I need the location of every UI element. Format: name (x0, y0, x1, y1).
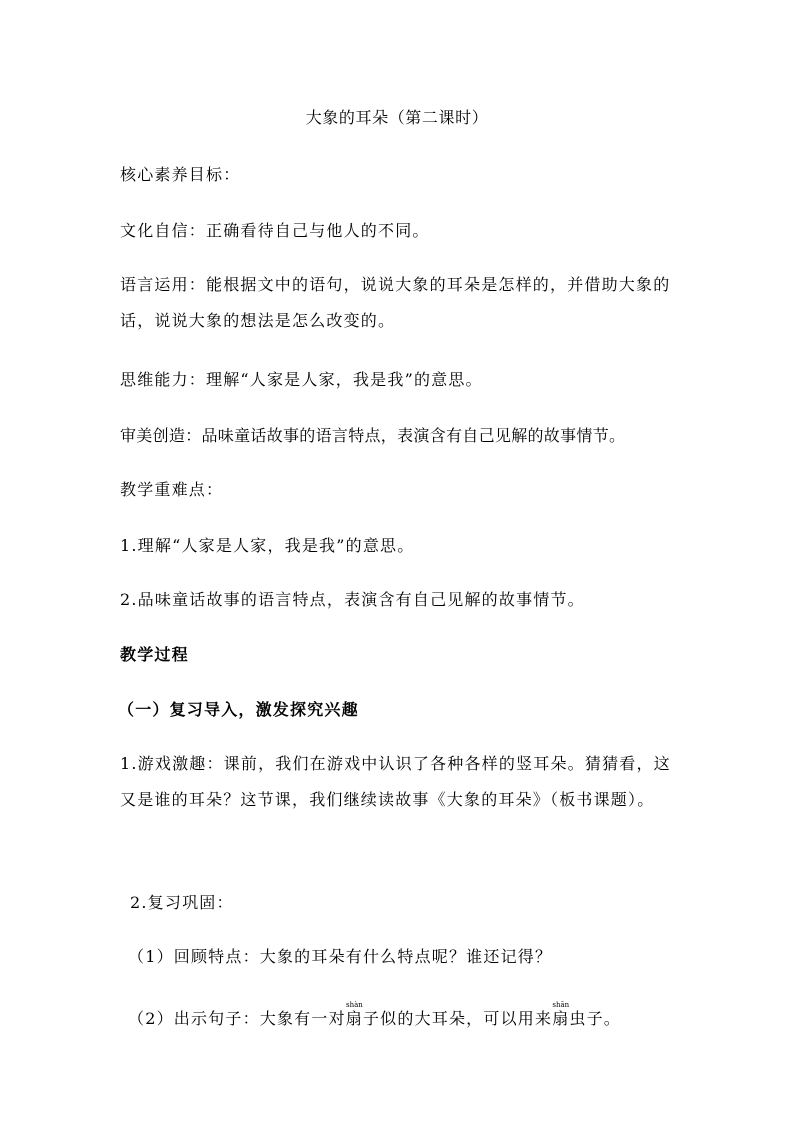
step-2-2-part2: 子似的大耳朵，可以用来 (362, 1009, 553, 1028)
goal-thinking: 思维能力：理解“人家是人家，我是我”的意思。 (120, 370, 483, 389)
core-goals-heading: 核心素养目标： (120, 165, 241, 184)
step-2-1: （1）回顾特点：大象的耳朵有什么特点呢？谁还记得？ (128, 947, 553, 966)
key-point-2: 2.品味童话故事的语言特点，表演含有自己见解的故事情节。 (120, 590, 585, 609)
process-heading: 教学过程 (120, 645, 189, 664)
document-title: 大象的耳朵（第二课时） (305, 108, 489, 127)
shan-noun: 扇shàn (345, 1001, 363, 1028)
step-2-2-part1: （2）出示句子：大象有一对 (128, 1009, 346, 1028)
goal-language: 语言运用：能根据文中的语句，说说大象的耳朵是怎样的，并借助大象的话，说说大象的想法是怎么改变的。 (120, 275, 671, 330)
section-1-heading: （一）复习导入，激发探究兴趣 (118, 700, 359, 719)
goal-aesthetic: 审美创造：品味童话故事的语言特点，表演含有自己见解的故事情节。 (120, 426, 626, 445)
shan-verb: 扇shān (552, 1001, 570, 1028)
shan-noun-pinyin: shàn (345, 1001, 363, 1009)
step-2-2-part3: 虫子。 (569, 1009, 621, 1028)
shan-verb-pinyin: shān (552, 1001, 570, 1009)
goal-culture: 文化自信：正确看待自己与他人的不同。 (120, 221, 430, 240)
step-2: 2.复习巩固： (130, 893, 234, 912)
step-1: 1.游戏激趣：课前，我们在游戏中认识了各种各样的竖耳朵。猜猜看，这又是谁的耳朵？这节课，我们继续读故事《大象的耳朵》（板书课题）。 (120, 754, 671, 809)
key-points-heading: 教学重难点： (120, 480, 224, 499)
key-point-1: 1.理解“人家是人家，我是我”的意思。 (120, 536, 415, 555)
step-2-2 (128, 1001, 688, 1029)
